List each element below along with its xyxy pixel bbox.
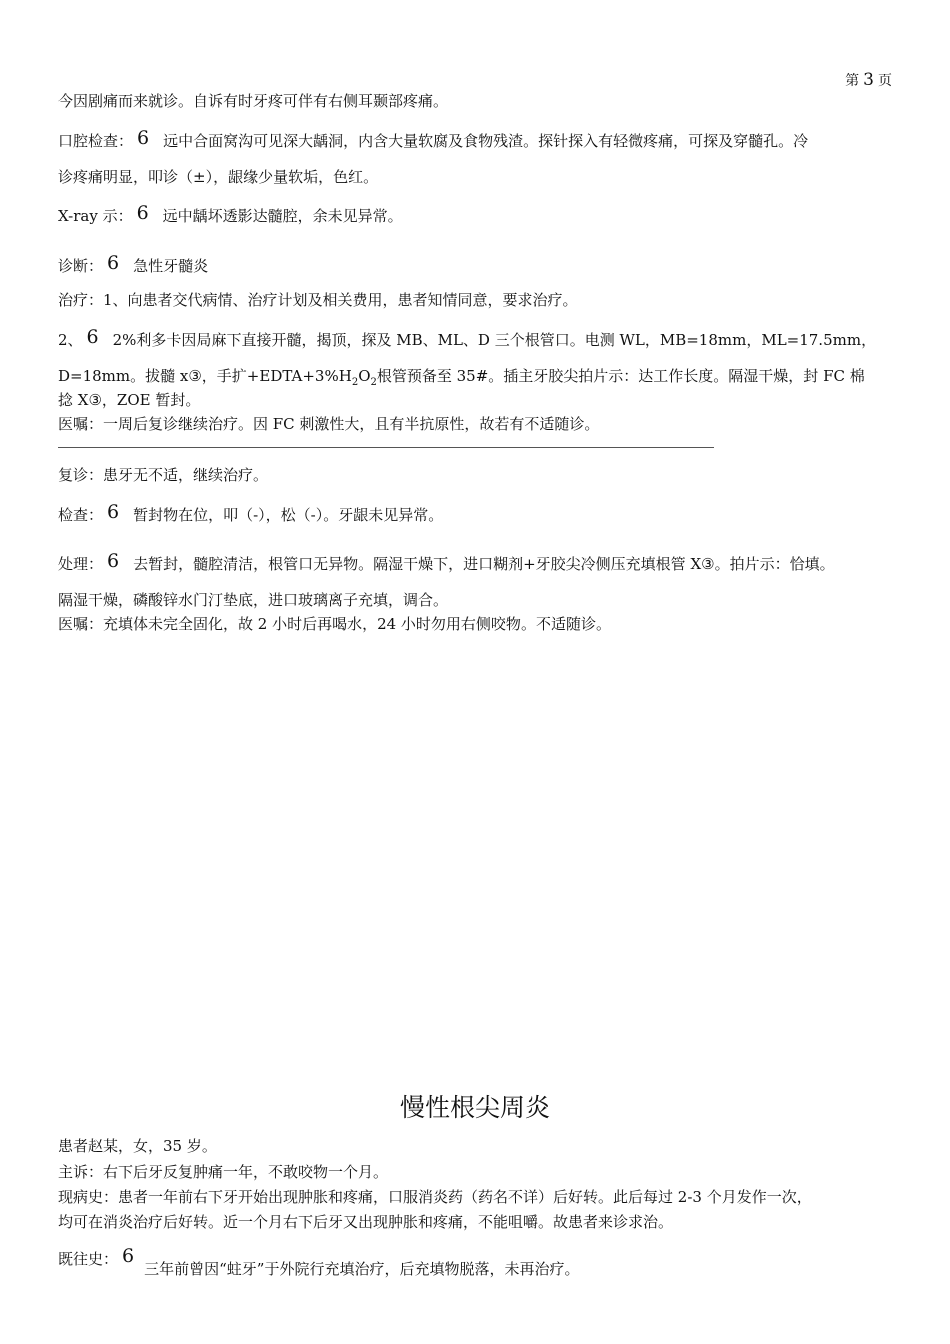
tooth-number: 6 — [136, 202, 149, 224]
advice2-line: 医嘱：充填体未完全固化，故 2 小时后再喝水，24 小时勿用右侧咬物。不适随诊。 — [58, 615, 611, 633]
page-number: 第 3 页 — [845, 70, 892, 90]
recheck-line: 检查： 6 暂封物在位，叩（-），松（-）。牙龈未见异常。 — [58, 501, 444, 524]
tooth-number: 6 — [107, 550, 120, 572]
treatment-step-2: 2、 6 2%利多卡因局麻下直接开髓，揭顶，探及 MB、ML、D 三个根管口。电测 WL，MB=18mm，ML=17.5mm， — [58, 326, 877, 349]
diagnosis-line: 诊断： 6 急性牙髓炎 — [58, 252, 209, 275]
followup-line: 复诊：患牙无不适，继续治疗。 — [58, 466, 269, 484]
xray-line: X-ray 示： 6 远中龋坏透影达髓腔，余未见异常。 — [58, 202, 403, 225]
tooth-number: 6 — [137, 127, 150, 149]
case1-intro: 今因剧痛而来就诊。自诉有时牙疼可伴有右侧耳颞部疼痛。 — [58, 92, 449, 110]
treatment-step-1: 治疗：1、向患者交代病情、治疗计划及相关费用，患者知情同意，要求治疗。 — [58, 291, 578, 309]
tooth-number: 6 — [122, 1245, 135, 1267]
present-illness-cont: 均可在消炎治疗后好转。近一个月右下后牙又出现肿胀和疼痛，不能咀嚼。故患者来诊求治。 — [58, 1213, 674, 1231]
procedure-cont: 隔湿干燥，磷酸锌水门汀垫底，进口玻璃离子充填，调合。 — [58, 591, 449, 609]
past-history: 既往史： 6三年前曾因“蛀牙”于外院行充填治疗，后充填物脱落，未再治疗。 — [58, 1245, 580, 1278]
oral-exam-line: 口腔检查： 6 远中合面窝沟可见深大龋洞，内含大量软腐及食物残渣。探针探入有轻微疼痛，可探及穿髓孔。冷 — [58, 127, 809, 150]
tooth-number: 6 — [86, 326, 99, 348]
chief-complaint: 主诉：右下后牙反复肿痛一年，不敢咬物一个月。 — [58, 1163, 389, 1181]
treatment-step-2-cont: D=18mm。拔髓 x③，手扩$+EDTA+3\%H_2O_2$根管预备至 35#。插主牙胶尖拍片示：达工作长度。隔湿干燥，封 FC 棉 — [58, 367, 865, 388]
tooth-number: 6 — [107, 252, 120, 274]
advice-line: 医嘱：一周后复诊继续治疗。因 FC 刺激性大，且有半抗原性，故若有不适随诊。 — [58, 415, 600, 433]
tooth-number: 6 — [107, 501, 120, 523]
procedure-line: 处理： 6 去暂封，髓腔清洁，根管口无异物。隔湿干燥下，进口糊剂+牙胶尖冷侧压充填根管 X③。拍片示：恰填。 — [58, 550, 835, 573]
oral-exam-cont: 诊疼痛明显，叩诊（±），龈缘少量软垢，色红。 — [58, 168, 379, 186]
present-illness: 现病史：患者一年前右下牙开始出现肿胀和疼痛，口服消炎药（药名不详）后好转。此后每过 2-3 个月发作一次， — [58, 1188, 812, 1206]
patient-line: 患者赵某，女，35 岁。 — [58, 1137, 217, 1155]
treatment-step-2-end: 捻 X③，ZOE 暂封。 — [58, 391, 201, 409]
section-title: 慢性根尖周炎 — [399, 1093, 550, 1122]
section-divider — [58, 447, 714, 448]
